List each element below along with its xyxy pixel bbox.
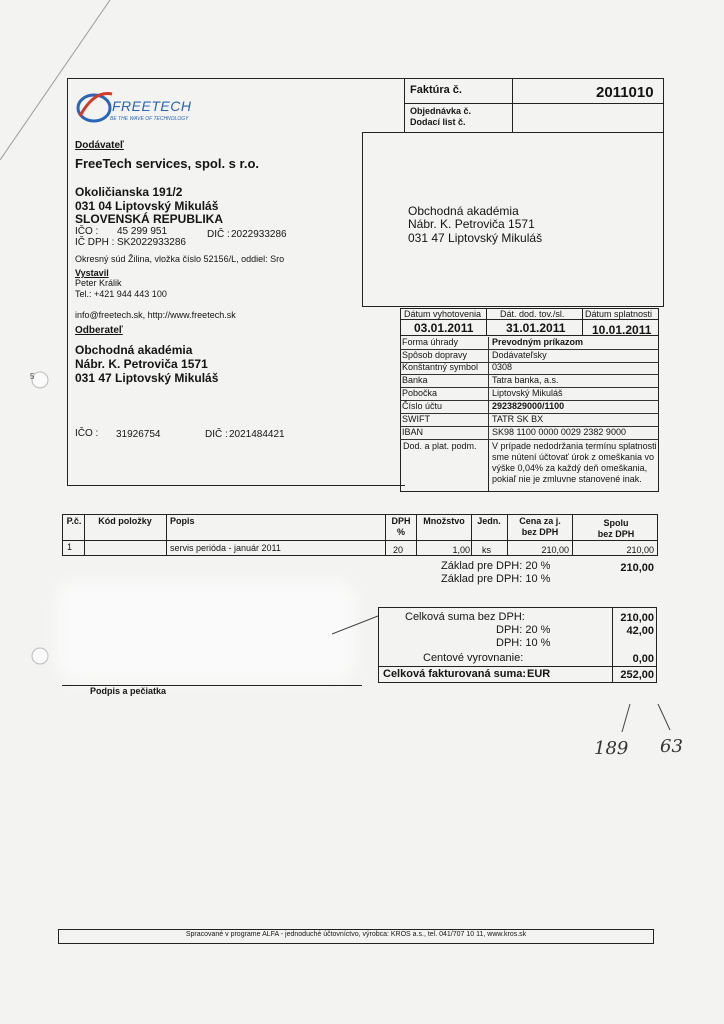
col-header-code: Kód položky [98,516,152,526]
item-price: 210,00 [541,545,569,555]
logo-swirl-icon [74,86,114,126]
supplier-country: SLOVENSKÁ REPUBLIKA [75,212,224,226]
summary-total-line [378,666,657,667]
payment-row: Číslo účtu 2923829000/1100 [400,401,659,414]
summary-pointer-line [330,608,380,638]
payment-row: Spôsob dopravy Dodávateľsky [400,350,659,363]
delivery-name: Obchodná akadémia [408,204,519,218]
supplier-icdph: SK2022933286 [117,237,186,248]
header-divider [512,78,513,132]
total-currency: EUR [527,668,551,680]
col-header-qty: Množstvo [423,516,465,526]
col-header-vat: DPH [391,516,411,526]
supplier-dic-label: DIČ : [207,229,230,240]
handwritten-slashes [610,700,680,740]
punch-hole-bottom [32,648,48,664]
base-10: Základ pre DPH: 10 % [441,573,551,585]
customer-ico-label: IČO : [75,428,99,439]
redacted-area [66,590,346,672]
issued-by-heading: Vystavil [75,268,109,278]
col-header-total: Spolu [603,518,629,528]
supplier-dic: 2022933286 [231,229,287,240]
payment-row: SWIFT TATR SK BX [400,414,659,427]
rounding-label: Centové vyrovnanie: [423,652,524,664]
col-divider [507,514,508,556]
logo-tagline: BE THE WAVE OF TECHNOLOGY [110,116,189,122]
dates-divider-2 [582,308,583,336]
col-divider [416,514,417,556]
item-desc: servis perióda - január 2011 [170,543,281,553]
dates-header-line [400,319,659,320]
payment-row: Konštantný symbol 0308 [400,362,659,375]
customer-dic-label: DIČ : [205,429,228,440]
item-no: 1 [67,542,73,552]
base-20-value: 210,00 [620,562,654,574]
terms-label: Dod. a plat. podm. [403,441,477,451]
col-header-price-sub: bez DPH [521,527,559,537]
col-divider [166,514,167,556]
company-logo [74,86,194,130]
total-value: 252,00 [620,669,654,681]
issued-by-name: Peter Králik [75,278,122,288]
invoice-number: 2011010 [596,84,654,101]
col-header-vat-unit: % [396,527,405,537]
supplier-register: Okresný súd Žilina, vložka číslo 52156/L, oddiel: Sro [75,254,285,264]
delivery-street: Nábr. K. Petroviča 1571 [408,217,535,231]
due-date-label: Dátum splatnosti [585,309,653,319]
supply-date: 31.01.2011 [506,321,566,335]
item-qty: 1,00 [452,545,470,555]
item-vat: 20 [393,545,404,555]
supplier-web: info@freetech.sk, http://www.freetech.sk [75,310,236,320]
footer-text: Spracované v programe ALFA - jednoduché účtovníctvo, výrobca: KROS a.s., tel. 041/707 10 11, www.kros.sk [185,931,527,938]
supplier-ico-label: IČO : [75,226,99,237]
base-20: Základ pre DPH: 20 % [441,560,551,572]
col-header-total-sub: bez DPH [597,529,635,539]
supplier-city: 031 04 Liptovský Mikuláš [75,199,219,213]
supplier-icdph-label: IČ DPH : [75,237,115,248]
summary-divider [612,607,613,683]
col-header-unit: Jedn. [477,516,501,526]
supplier-heading: Dodávateľ [75,140,124,151]
vat20-value: 42,00 [626,625,654,637]
payment-row: Banka Tatra banka, a.s. [400,375,659,388]
terms-text: V prípade nedodržania termínu splatnosti sme nútení účtovať úrok z omeškania vo výške 0,04% za každý deň omeškania, pokiaľ nie je zmluvne stanovené inak. [492,441,657,484]
order-label: Objednávka č. [410,106,472,116]
customer-city: 031 47 Liptovský Mikuláš [75,371,219,385]
item-unit: ks [482,545,491,555]
customer-heading: Odberateľ [75,325,123,336]
col-header-price: Cena za j. [519,516,561,526]
customer-dic: 2021484421 [229,429,285,440]
logo-brand: FREETECH [112,98,192,114]
delivery-city: 031 47 Liptovský Mikuláš [408,231,543,245]
customer-name: Obchodná akadémia [75,343,193,357]
vat20-label: DPH: 20 % [496,624,551,636]
payment-row: IBAN SK98 1100 0000 0029 2382 9000 [400,427,659,440]
supply-date-label: Dát. dod. tov./sl. [500,309,565,319]
supplier-street: Okoličianska 191/2 [75,185,183,199]
total-label: Celková fakturovaná suma: [383,668,527,680]
handwritten-note-a: 189 [594,738,629,759]
supplier-name: FreeTech services, spol. s r.o. [75,156,260,171]
terms-divider [488,440,489,492]
payment-row: Pobočka Liptovský Mikuláš [400,388,659,401]
col-header-desc: Popis [170,516,195,526]
issue-date: 03.01.2011 [414,321,474,335]
invoice-label: Faktúra č. [410,84,462,96]
payment-row: Forma úhrady Prevodným príkazom [400,337,659,350]
customer-ico: 31926754 [116,429,161,440]
issue-date-label: Dátum vyhotovenia [404,309,482,319]
delivery-note-label: Dodací list č. [410,117,466,127]
supplier-ico: 45 299 951 [117,226,168,237]
item-total: 210,00 [626,545,654,555]
vat10-label: DPH: 10 % [496,637,551,649]
signature-label: Podpis a pečiatka [90,686,167,696]
dates-divider-1 [486,308,487,336]
customer-street: Nábr. K. Petroviča 1571 [75,357,208,371]
net-label: Celková suma bez DPH: [405,611,525,623]
col-header-no: P.č. [66,516,82,526]
col-divider [84,514,85,556]
issued-by-phone: Tel.: +421 944 443 100 [75,289,167,299]
margin-note: 5 [30,372,35,381]
col-divider [572,514,573,556]
rounding-value: 0,00 [632,653,654,665]
items-header-line [62,540,658,541]
net-value: 210,00 [620,612,654,624]
col-divider [385,514,386,556]
handwritten-note-b: 63 [660,736,683,757]
due-date: 10.01.2011 [592,323,652,337]
